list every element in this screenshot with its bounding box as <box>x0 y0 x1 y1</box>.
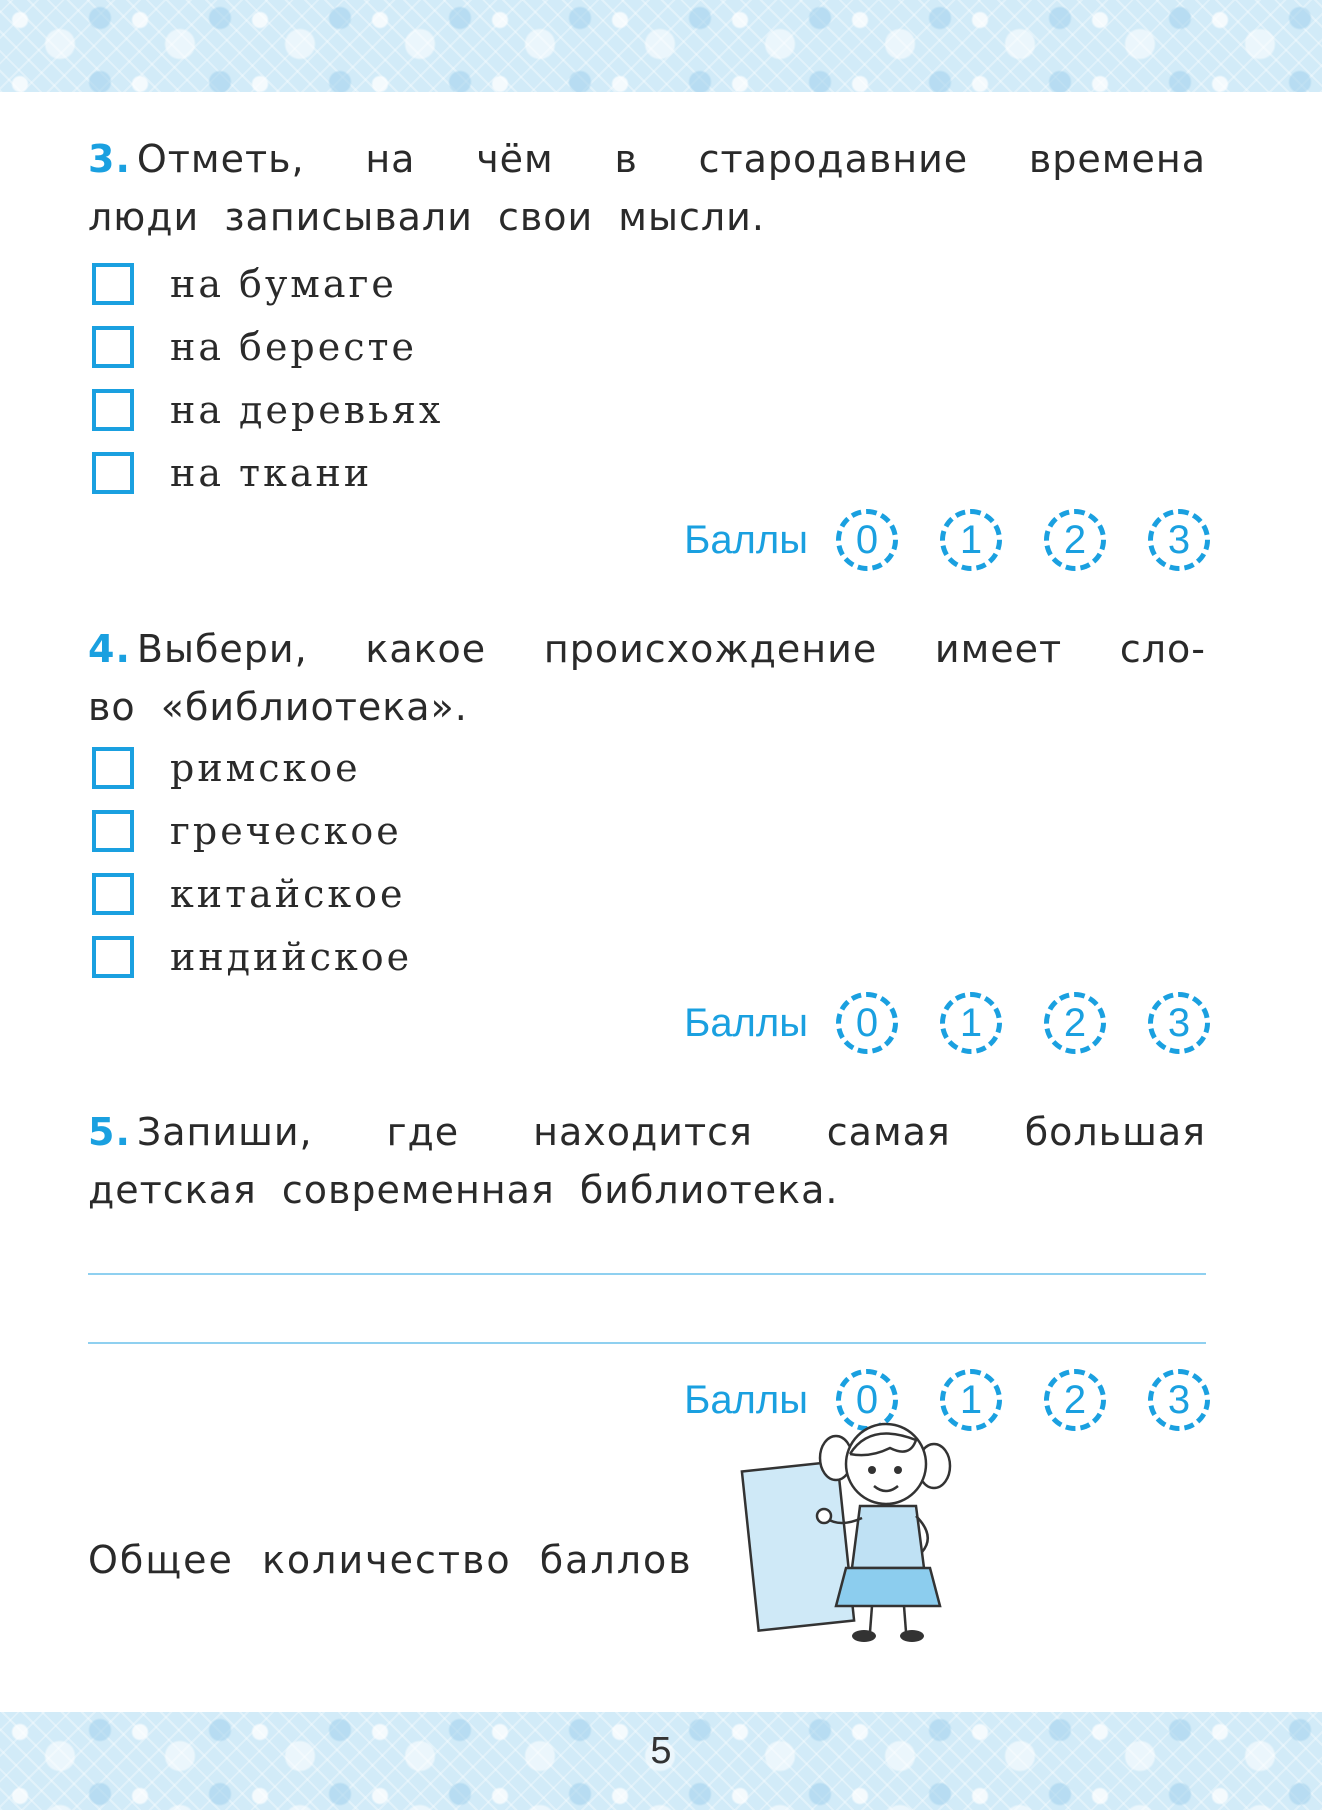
q3-option-label: на бумаге <box>170 262 397 306</box>
q4-option-label: римское <box>170 746 361 790</box>
q4-option-label: китайское <box>170 872 406 916</box>
checkbox-icon[interactable] <box>92 936 134 978</box>
question-4 <box>88 620 1206 736</box>
q3-option-2[interactable] <box>92 321 417 373</box>
question-4-text-1: Выбери, какое происхождение имеет сло- <box>136 627 1206 671</box>
question-5-line-1 <box>88 1103 1206 1161</box>
score-option-3[interactable]: 3 <box>1148 509 1210 571</box>
score-label: Баллы <box>684 1000 808 1045</box>
question-5-text-1: Запиши, где находится самая большая <box>136 1110 1206 1154</box>
score-option-1[interactable]: 1 <box>940 1369 1002 1431</box>
score-option-1[interactable]: 1 <box>940 509 1002 571</box>
question-3-number: 3. <box>88 137 131 181</box>
checkbox-icon[interactable] <box>92 873 134 915</box>
checkbox-icon[interactable] <box>92 747 134 789</box>
score-option-2[interactable]: 2 <box>1044 509 1106 571</box>
q3-option-3[interactable] <box>92 384 443 436</box>
question-5-number: 5. <box>88 1110 131 1154</box>
q4-option-4[interactable] <box>92 931 412 983</box>
score-option-3[interactable]: 3 <box>1148 1369 1210 1431</box>
score-option-0[interactable]: 0 <box>836 1369 898 1431</box>
q3-option-label: на бересте <box>170 325 418 369</box>
q4-score-row <box>640 985 1210 1061</box>
checkbox-icon[interactable] <box>92 389 134 431</box>
question-5-line-2: детская современная библиотека. <box>88 1168 839 1212</box>
q3-option-1[interactable] <box>92 258 397 310</box>
q4-option-2[interactable] <box>92 805 402 857</box>
girl-holding-sign-illustration <box>740 1418 980 1650</box>
question-5 <box>88 1103 1206 1219</box>
page-number: 5 <box>650 1730 672 1772</box>
question-4-line-2: во «библиотека». <box>88 685 468 729</box>
q3-score-row <box>640 502 1210 578</box>
score-option-2[interactable]: 2 <box>1044 992 1106 1054</box>
score-option-3[interactable]: 3 <box>1148 992 1210 1054</box>
checkbox-icon[interactable] <box>92 263 134 305</box>
score-label: Баллы <box>684 1377 808 1422</box>
q4-option-label: индийское <box>170 935 413 979</box>
score-option-0[interactable]: 0 <box>836 509 898 571</box>
question-4-line-1 <box>88 620 1206 678</box>
score-option-1[interactable]: 1 <box>940 992 1002 1054</box>
q3-option-label: на ткани <box>170 451 373 495</box>
checkbox-icon[interactable] <box>92 810 134 852</box>
question-3-line-2: люди записывали свои мысли. <box>88 195 765 239</box>
answer-line-1[interactable] <box>88 1273 1206 1275</box>
q4-option-label: греческое <box>170 809 402 853</box>
checkbox-icon[interactable] <box>92 452 134 494</box>
question-3-line-1 <box>88 130 1206 188</box>
decorative-header-band <box>0 0 1322 92</box>
score-label: Баллы <box>684 517 808 562</box>
q4-option-3[interactable] <box>92 868 405 920</box>
answer-line-2[interactable] <box>88 1342 1206 1344</box>
question-3-text-1: Отметь, на чём в стародавние времена <box>136 137 1206 181</box>
score-option-2[interactable]: 2 <box>1044 1369 1106 1431</box>
q3-option-4[interactable] <box>92 447 372 499</box>
q3-option-label: на деревьях <box>170 388 444 432</box>
score-option-0[interactable]: 0 <box>836 992 898 1054</box>
question-4-number: 4. <box>88 627 131 671</box>
question-3 <box>88 130 1206 246</box>
q4-option-1[interactable] <box>92 742 361 794</box>
total-score-label: Общее количество баллов <box>88 1538 693 1582</box>
checkbox-icon[interactable] <box>92 326 134 368</box>
